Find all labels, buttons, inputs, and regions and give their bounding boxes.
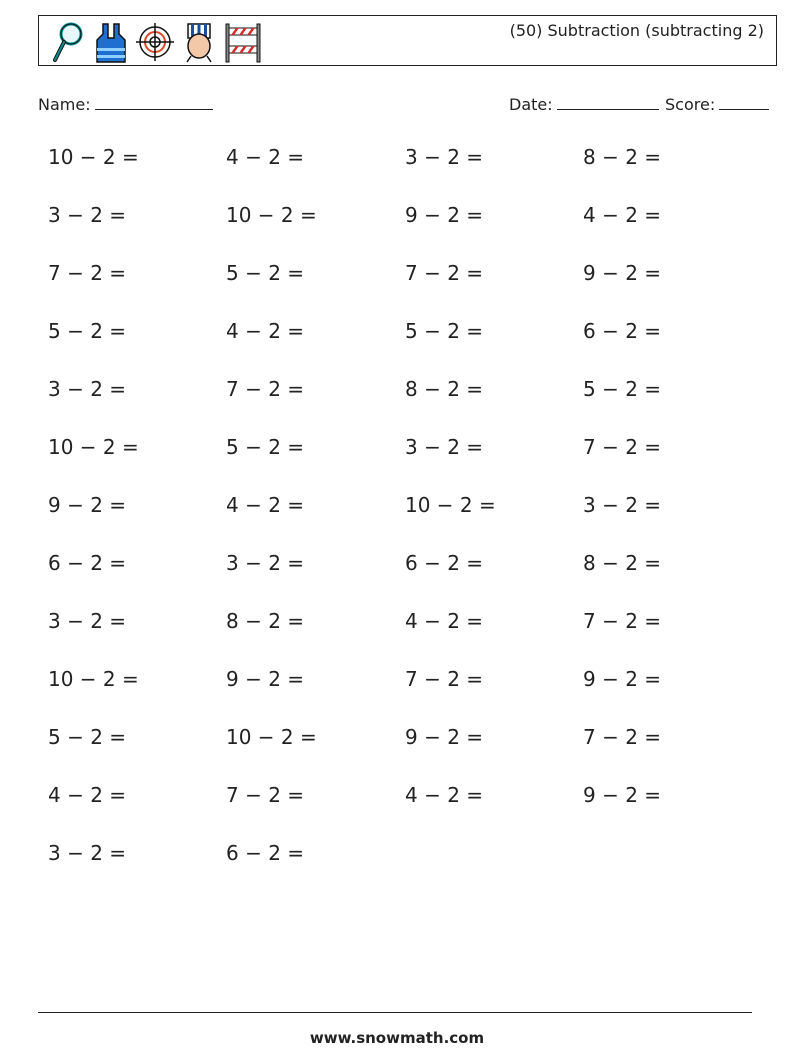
subtraction-problem: 3 − 2 =: [48, 377, 127, 401]
subtraction-problem: 9 − 2 =: [226, 667, 305, 691]
subtraction-problem: 4 − 2 =: [226, 493, 305, 517]
problem-row: [48, 667, 768, 725]
subtraction-problem: 6 − 2 =: [405, 551, 484, 575]
subtraction-problem: 5 − 2 =: [48, 319, 127, 343]
subtraction-problem: 10 − 2 =: [405, 493, 496, 517]
subtraction-problem: 6 − 2 =: [226, 841, 305, 865]
subtraction-problem: 8 − 2 =: [583, 551, 662, 575]
road-barrier-icon: [223, 20, 263, 64]
subtraction-problem: 4 − 2 =: [226, 319, 305, 343]
prisoner-face-icon: [179, 20, 219, 64]
score-field: [665, 93, 769, 114]
subtraction-problem: 7 − 2 =: [405, 261, 484, 285]
subtraction-problem: 5 − 2 =: [226, 435, 305, 459]
name-blank: [95, 93, 213, 110]
subtraction-problem: 10 − 2 =: [48, 145, 139, 169]
subtraction-problem: 3 − 2 =: [48, 841, 127, 865]
problem-row: [48, 725, 768, 783]
problem-grid: [48, 145, 768, 899]
subtraction-problem: 7 − 2 =: [226, 377, 305, 401]
subtraction-problem: 4 − 2 =: [583, 203, 662, 227]
subtraction-problem: 5 − 2 =: [583, 377, 662, 401]
subtraction-problem: 5 − 2 =: [226, 261, 305, 285]
subtraction-problem: 6 − 2 =: [48, 551, 127, 575]
subtraction-problem: 7 − 2 =: [583, 609, 662, 633]
problem-row: [48, 551, 768, 609]
subtraction-problem: 9 − 2 =: [583, 261, 662, 285]
problem-row: [48, 203, 768, 261]
subtraction-problem: 3 − 2 =: [405, 435, 484, 459]
subtraction-problem: 7 − 2 =: [405, 667, 484, 691]
worksheet-header: [38, 15, 777, 66]
score-label: Score:: [665, 95, 716, 114]
subtraction-problem: 3 − 2 =: [583, 493, 662, 517]
subtraction-problem: 8 − 2 =: [226, 609, 305, 633]
subtraction-problem: 6 − 2 =: [583, 319, 662, 343]
problem-row: [48, 261, 768, 319]
score-blank: [719, 93, 769, 110]
subtraction-problem: 3 − 2 =: [48, 609, 127, 633]
worksheet-title: (50) Subtraction (subtracting 2): [509, 21, 764, 40]
subtraction-problem: 5 − 2 =: [48, 725, 127, 749]
magnifying-glass-icon: [47, 20, 87, 64]
subtraction-problem: 9 − 2 =: [583, 783, 662, 807]
subtraction-problem: 10 − 2 =: [226, 203, 317, 227]
safety-vest-icon: [91, 20, 131, 64]
subtraction-problem: 4 − 2 =: [405, 609, 484, 633]
problem-row: [48, 493, 768, 551]
subtraction-problem: 3 − 2 =: [226, 551, 305, 575]
date-blank: [557, 93, 659, 110]
problem-row: [48, 841, 768, 899]
subtraction-problem: 3 − 2 =: [48, 203, 127, 227]
subtraction-problem: 9 − 2 =: [48, 493, 127, 517]
subtraction-problem: 7 − 2 =: [226, 783, 305, 807]
problem-row: [48, 435, 768, 493]
subtraction-problem: 7 − 2 =: [583, 725, 662, 749]
subtraction-problem: 10 − 2 =: [226, 725, 317, 749]
date-label: Date:: [509, 95, 553, 114]
subtraction-problem: 3 − 2 =: [405, 145, 484, 169]
problem-row: [48, 319, 768, 377]
footer-divider: [38, 1012, 752, 1013]
subtraction-problem: 7 − 2 =: [583, 435, 662, 459]
problem-row: [48, 377, 768, 435]
problem-row: [48, 145, 768, 203]
subtraction-problem: 10 − 2 =: [48, 435, 139, 459]
subtraction-problem: 4 − 2 =: [48, 783, 127, 807]
problem-row: [48, 609, 768, 667]
crosshair-target-icon: [135, 20, 175, 64]
name-field: [38, 93, 213, 114]
subtraction-problem: 8 − 2 =: [583, 145, 662, 169]
subtraction-problem: 4 − 2 =: [405, 783, 484, 807]
footer-website: www.snowmath.com: [309, 1029, 485, 1047]
subtraction-problem: 8 − 2 =: [405, 377, 484, 401]
problem-row: [48, 783, 768, 841]
subtraction-problem: 4 − 2 =: [226, 145, 305, 169]
subtraction-problem: 9 − 2 =: [405, 725, 484, 749]
subtraction-problem: 10 − 2 =: [48, 667, 139, 691]
subtraction-problem: 5 − 2 =: [405, 319, 484, 343]
name-label: Name:: [38, 95, 91, 114]
subtraction-problem: 7 − 2 =: [48, 261, 127, 285]
subtraction-problem: 9 − 2 =: [583, 667, 662, 691]
header-icons: [47, 20, 263, 64]
subtraction-problem: 9 − 2 =: [405, 203, 484, 227]
date-field: [509, 93, 659, 114]
